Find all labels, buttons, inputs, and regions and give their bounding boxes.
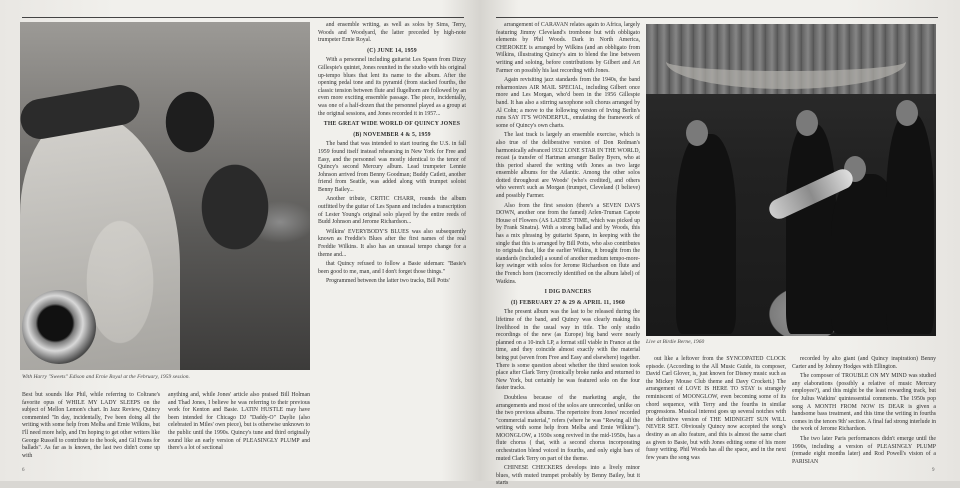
album-heading: THE GREAT WIDE WORLD OF QUINCY JONES (323, 121, 461, 128)
paragraph: The last track is largely an ensemble exercise, which is also true of the deliberative version of Don Redman's harmonically advanced 1932 LONE STAR IN THE WORLD, recast (a transfer of Hartman arranger Bailey Byers, who at this period shared the writing with Jones as two large ensemble albums for the Atlantic. Among the other solos dotted throughout are Woods' (who's credited), and others who weren't such as Morgan (trumpet, Cleveland (I believe) and possibly Farmer. (496, 132, 640, 200)
photo-caption-right: Live at Birdie Berne, 1960 (646, 339, 705, 345)
paragraph: The composer of TROUBLE ON MY MIND was studied any elaborations (possibly a relative of music Mercury employee?), and this might be the least rewarding track, but for Julius Watkins' quintessential comments. The 1950s pop song A MONTH FROM NOW IS DEAR is given a handsome bass treatment, and this time the writing in fourths comes in the tenors 9th' section. A final fad strong interlude in the work of Jerome Richardson. (792, 373, 937, 433)
section-heading: (B) NOVEMBER 4 & 5, 1959 (353, 131, 431, 138)
right-page (480, 0, 960, 487)
paragraph: The band that was intended to start touring the U.S. in fall 1959 found itself instead rehearsing in New York for Free and Easy, and the personnel was mostly identical to the tenor of Quincy's second Mercury album. Lead trumpeter Lennie Johnson arrived from Benny Goodman; Buddy Catlett, another friend from Seattle, was added along with trumpet soloist Benny Bailey... (318, 141, 466, 193)
live-photo-right (646, 24, 936, 336)
paragraph: recorded by alto giant (and Quincy inspiration) Benny Carter and by Johnny Hodges with Ellington. (792, 356, 936, 370)
paragraph: Doubtless because of the marketing angle, the arrangements and most of the solos are unrecorded, unlike on the two previous albums. The repertoire from Jones' recorded "commercial material," refers (where he was "Rewing all the writing with some help from Melba and Ernie Wilkins"). MOONGLOW, a 1930s song revived in the mid-1950s, has a flute chorus ( that, with a second chorus incorporating orchestration blend voiced in fourths, and only eight bars of muted Clark Terry on part of the theme. (496, 394, 640, 462)
section-heading: (I) FEBRUARY 27 & 29 & APRIL 11, 1960 (510, 299, 626, 306)
paragraph: With a personnel including guitarist Les Spann from Dizzy Gillespie's quintet, Jones reunited in the studio with his original up-tempo blues that lent its name to the album. After the opening pedal tone and its pyramid (from stacked fourths, the classic tension between flute and flugelhorn are followed by an even more exciting ensemble passage. The piece, incidentally, was one of a half-dozen that the personnel played as a group at the original sessions, and Jones recorded it in 1957... (318, 57, 466, 117)
photo-face (686, 120, 708, 146)
photo-musician (886, 114, 934, 334)
right-column-2 (646, 356, 786, 466)
album-heading: I DIG DANCERS (544, 289, 592, 296)
photo-musician (676, 134, 736, 334)
photo-musician (786, 124, 836, 334)
left-main-column (318, 22, 466, 464)
left-bottom-column-2: anything and, while Jones' article also praised Bill Holman and Thad Jones, I believe he was referring to their previous work for Kenton and Basie. LATIN HUSTLE may have been intended for Chicago DJ "Daddy-O" Daylie (also celebrated in Miles' own piece), but is otherwise unknown to the public until the 1990s. Quincy's tune and third originally sound like an early version of PLEASINGLY PLUMP and there's a lot of sectional (168, 392, 310, 452)
right-column-1 (496, 22, 640, 487)
paragraph: Also from the first session (there's a SEVEN DAYS DOWN, another one from the famed) Arlen-Truman Capote House of Flowers (AS LADIES' TIME, which was picked up by Frank Sinatra). With a strong ballad and by Woods, this has a mix phrasing by guitarist Spann, in keeping with the single that this is arranged by Bill Potts, who also contributes to originals that, like the earlier Wilkins, it brought from the standards (included) a sound of another medium tempo-more-key swinger with solos for Jerome Richardson on flute and the French horn (incorrectly identified on the album label) of Watkins. (496, 202, 640, 285)
right-column-3 (792, 356, 936, 466)
photo-face (896, 100, 918, 126)
paragraph: that Quincy refused to follow a Basie sideman: "Basie's been good to me, man, and I don't forget those things." (318, 261, 466, 275)
page-number-left: 6 (22, 468, 25, 473)
paragraph: Another tribute, CRITIC CHARR, rounds the album outfitted by the guitar of Les Spann and includes a transcription of Lester Young's original solo played by the entire reeds of Budd Johnson and Jerome Richardson... (318, 196, 466, 226)
page-number-right: 9 (932, 468, 935, 473)
paragraph: The present album was the last to be released during the lifetime of the band, and Quincy was clearly making his livelihood in the usual way in title. The only studio recordings of the new (as Europe) big band were nearly planned on a 10-inch LP, a format still viable in France at the time, and they coincide almost exactly with the material being put (seven from Free and Easy and elsewhere) together. There is some question about whether the third session took place after Clark Terry (ironically broke ranks and returned to New York, but certainly he was featured solo on the four faster tracks. (496, 309, 640, 392)
paragraph: Again revisiting jazz standards from the 1940s, the band reharmonizes AIR MAIL SPECIAL, including Gilbert once more and Les Morgan, who'd been in the 1956 Gillespie band. It has also a stirring saxophone soli chorus arranged by Al Cohn; a move to the following version of Irving Berlin's runs SAY IT'S WONDERFUL, emulating the framework of some of Quincy's own charts. (496, 77, 640, 129)
photo-face (796, 110, 818, 136)
left-bottom-column-1: Best but sounds like Phil, while referring to Coltrane's favorite opus of WHILE MY LADY SLEEPS on the subject of Mellon Lemon's chart. In Jazz Review, Quincy commented "In day, incidentally, I've been doing all the writing with some help from Melba and Ernie Wilkins, but I'll need more help, and I'm hoping to get other writers like George Russell to contribute to the book, and Gil Evans for ballads". As far as is known, the last two didn't come up with (22, 392, 160, 459)
paragraph: out like a leftover from the SYNCOPATED CLOCK episode. (According to the All Music Guide, its composer, David Carl Glover, is, just known for Disney music such as the Mickey Mouse Club theme and Davy Crockett.) The arrangement of LOVE IS HERE TO STAY is strangely reminiscent of MOONGLOW, even becoming some of its chord sequence, with Terry and the fourths in similar progressions. Musical interest goes up several notches with the definitive version of THE MIDNIGHT SUN WILL NEVER SET. Obviously Quincy now accepted the song's destiny as an alto feature, and this is almost the same chart as given to Basie, but with Jones editing some of his more fussy writing. Phil Woods has all the space, and in the next few years the song was (646, 356, 786, 461)
top-rule-right (496, 17, 938, 18)
top-rule-left (22, 17, 464, 18)
photo-drape (666, 34, 906, 89)
paragraph: Wilkins' EVERYBODY'S BLUES was also subsequently known as Freddie's Blues after the first names of the real Freddie Wilkins. It also has an unusual tempo change for a theme and... (318, 228, 466, 258)
section-heading: (C) JUNE 14, 1959 (367, 47, 417, 54)
paragraph: The two later Paris performances didn't emerge until the 1990s, including a version of PLEASINGLY PLUMP (remade eight months later) and Rod Powell's vision of a PARISIAN (792, 435, 936, 465)
paragraph: CHINESE CHECKERS develops into a lively minor blues, with muted trumpet probably by Benny Bailey, but it starts (496, 465, 640, 487)
session-photo-left (20, 22, 310, 370)
photo-caption-left: With Harry "Sweets" Edison and Ernie Royal at the February, 1959 session. (22, 374, 190, 380)
paragraph: arrangement of CARAVAN relates again to Africa, largely featuring Jimmy Cleveland's trombone but with obbligato elements by Phil Woods. Dark in North America, CHEROKEE is arranged by Wilkins (and an obbligato from Wilkins, illustrating Quincy's aim to blend the line between writing and soloing, before contributions by Gilbert and Art Farmer on possibly his last recording with Jones. (496, 22, 640, 74)
trumpet-bell-icon (22, 290, 96, 364)
paragraph: Programmed between the latter two tracks, Bill Potts' (326, 278, 450, 285)
paragraph: and ensemble writing, as well as solos by Sims, Terry, Woods and Woodyard, the latter preceded by high-note trumpeter Ernie Royal. (318, 22, 466, 44)
left-page (0, 0, 480, 481)
